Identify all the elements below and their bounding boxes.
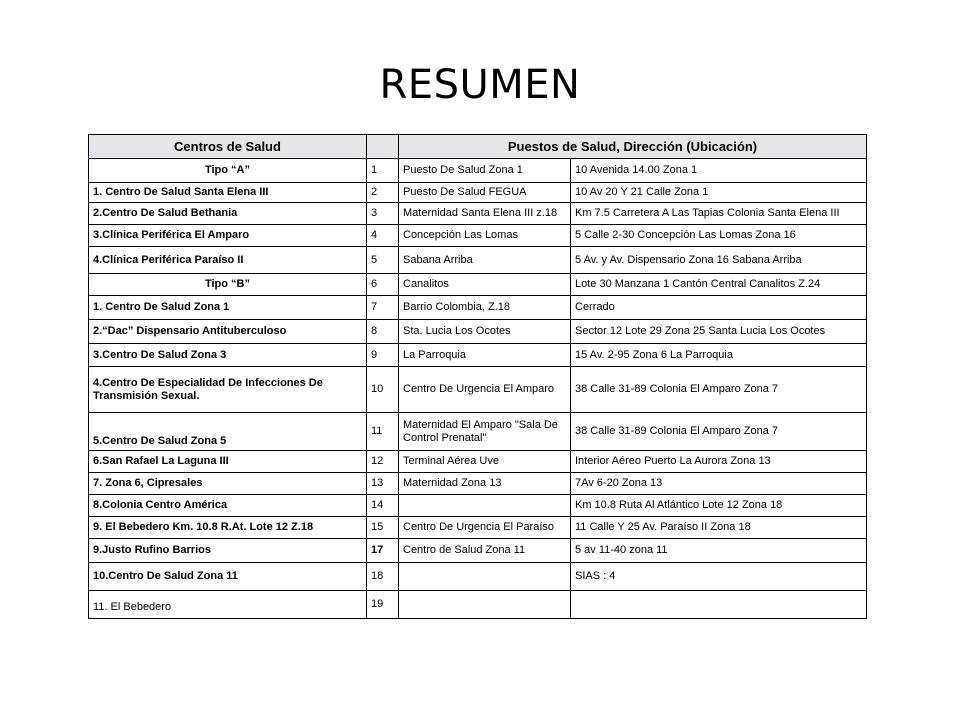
num-cell: 9 xyxy=(367,344,399,367)
num-cell: 8 xyxy=(367,320,399,344)
table-row xyxy=(89,517,867,539)
centro-cell: Tipo “B” xyxy=(89,274,367,296)
table-row xyxy=(89,274,867,296)
table-row xyxy=(89,247,867,274)
puesto-cell: Sabana Arriba xyxy=(399,247,571,274)
centro-cell: 3.Centro De Salud Zona 3 xyxy=(89,344,367,367)
num-cell: 17 xyxy=(367,539,399,563)
direccion-cell: Sector 12 Lote 29 Zona 25 Santa Lucia Los Ocotes xyxy=(571,320,867,344)
centro-cell: 5.Centro De Salud Zona 5 xyxy=(89,413,367,451)
puesto-cell: Centro De Urgencia El Amparo xyxy=(399,367,571,413)
header-puestos: Puestos de Salud, Dirección (Ubicación) xyxy=(399,135,867,159)
direccion-cell: Km 10.8 Ruta Al Atlántico Lote 12 Zona 18 xyxy=(571,495,867,517)
centro-cell: 2.“Dac” Dispensario Antituberculoso xyxy=(89,320,367,344)
header-row xyxy=(89,135,867,159)
centro-cell: 10.Centro De Salud Zona 11 xyxy=(89,563,367,591)
direccion-cell: 15 Av. 2-95 Zona 6 La Parroquia xyxy=(571,344,867,367)
table-row xyxy=(89,367,867,413)
centro-cell: 9. El Bebedero Km. 10.8 R.At. Lote 12 Z.18 xyxy=(89,517,367,539)
puesto-cell: Terminal Aérea Uve xyxy=(399,451,571,473)
puesto-cell: Maternidad Santa Elena III z.18 xyxy=(399,203,571,225)
num-cell: 3 xyxy=(367,203,399,225)
num-cell: 7 xyxy=(367,296,399,320)
page-title: RESUMEN xyxy=(379,62,581,108)
direccion-cell: Km 7.5 Carretera A Las Tapias Colonia Santa Elena III xyxy=(571,203,867,225)
centro-cell: 3.Clínica Periférica El Amparo xyxy=(89,225,367,247)
num-cell: 18 xyxy=(367,563,399,591)
direccion-cell: 5 Av. y Av. Dispensario Zona 16 Sabana Arriba xyxy=(571,247,867,274)
direccion-cell: 38 Calle 31-89 Colonia El Amparo Zona 7 xyxy=(571,367,867,413)
table-row xyxy=(89,451,867,473)
direccion-cell: 38 Calle 31-89 Colonia El Amparo Zona 7 xyxy=(571,413,867,451)
centro-cell: Tipo “A” xyxy=(89,159,367,183)
table-row xyxy=(89,203,867,225)
puesto-cell: Puesto De Salud Zona 1 xyxy=(399,159,571,183)
table-row xyxy=(89,495,867,517)
centro-cell: 1. Centro De Salud Zona 1 xyxy=(89,296,367,320)
header-num xyxy=(367,135,399,159)
centro-cell: 9.Justo Rufino Barrios xyxy=(89,539,367,563)
num-cell: 5 xyxy=(367,247,399,274)
num-cell: 2 xyxy=(367,183,399,203)
centro-cell: 4.Clínica Periférica Paraíso II xyxy=(89,247,367,274)
num-cell: 14 xyxy=(367,495,399,517)
puesto-cell: Centro de Salud Zona 11 xyxy=(399,539,571,563)
puesto-cell xyxy=(399,563,571,591)
direccion-cell: Interior Aéreo Puerto La Aurora Zona 13 xyxy=(571,451,867,473)
table-row xyxy=(89,225,867,247)
direccion-cell: 11 Calle Y 25 Av. Paraíso II Zona 18 xyxy=(571,517,867,539)
table-row xyxy=(89,296,867,320)
puesto-cell: La Parroquia xyxy=(399,344,571,367)
num-cell: 4 xyxy=(367,225,399,247)
num-cell: 10 xyxy=(367,367,399,413)
puesto-cell: Maternidad Zona 13 xyxy=(399,473,571,495)
num-cell: 13 xyxy=(367,473,399,495)
table-row xyxy=(89,320,867,344)
puesto-cell: Concepción Las Lomas xyxy=(399,225,571,247)
table-row xyxy=(89,183,867,203)
direccion-cell: 10 Av 20 Y 21 Calle Zona 1 xyxy=(571,183,867,203)
table-row xyxy=(89,344,867,367)
puesto-cell: Canalitos xyxy=(399,274,571,296)
direccion-cell: Lote 30 Manzana 1 Cantón Central Canalitos Z.24 xyxy=(571,274,867,296)
num-cell: 6 xyxy=(367,274,399,296)
puesto-cell: Barrio Colombia, Z.18 xyxy=(399,296,571,320)
centro-cell: 2.Centro De Salud Bethania xyxy=(89,203,367,225)
table-row xyxy=(89,563,867,591)
puesto-cell: Sta. Lucia Los Ocotes xyxy=(399,320,571,344)
header-centros: Centros de Salud xyxy=(89,135,367,159)
centro-cell: 8.Colonia Centro América xyxy=(89,495,367,517)
num-cell: 15 xyxy=(367,517,399,539)
centro-cell: 6.San Rafael La Laguna III xyxy=(89,451,367,473)
puesto-cell: Maternidad El Amparo "Sala De Control Prenatal" xyxy=(399,413,571,451)
num-cell: 19 xyxy=(367,591,399,619)
direccion-cell: 10 Avenida 14.00 Zona 1 xyxy=(571,159,867,183)
direccion-cell: 5 av 11-40 zona 11 xyxy=(571,539,867,563)
puesto-cell: Centro De Urgencia El Paraíso xyxy=(399,517,571,539)
num-cell: 12 xyxy=(367,451,399,473)
table-row xyxy=(89,413,867,451)
table-row xyxy=(89,539,867,563)
direccion-cell: SIAS : 4 xyxy=(571,563,867,591)
direccion-cell xyxy=(571,591,867,619)
table-row xyxy=(89,591,867,619)
direccion-cell: Cerrado xyxy=(571,296,867,320)
puesto-cell: Puesto De Salud FEGUA xyxy=(399,183,571,203)
num-cell: 1 xyxy=(367,159,399,183)
centro-cell: 7. Zona 6, Cipresales xyxy=(89,473,367,495)
summary-table xyxy=(88,134,867,619)
num-cell: 11 xyxy=(367,413,399,451)
centro-cell: 4.Centro De Especialidad De Infecciones De Transmisión Sexual. xyxy=(89,367,367,413)
puesto-cell xyxy=(399,591,571,619)
direccion-cell: 5 Calle 2-30 Concepción Las Lomas Zona 16 xyxy=(571,225,867,247)
centro-cell: 1. Centro De Salud Santa Elena III xyxy=(89,183,367,203)
direccion-cell: 7Av 6-20 Zona 13 xyxy=(571,473,867,495)
table-row xyxy=(89,473,867,495)
centro-cell: 11. El Bebedero xyxy=(89,591,367,619)
puesto-cell xyxy=(399,495,571,517)
table-row xyxy=(89,159,867,183)
